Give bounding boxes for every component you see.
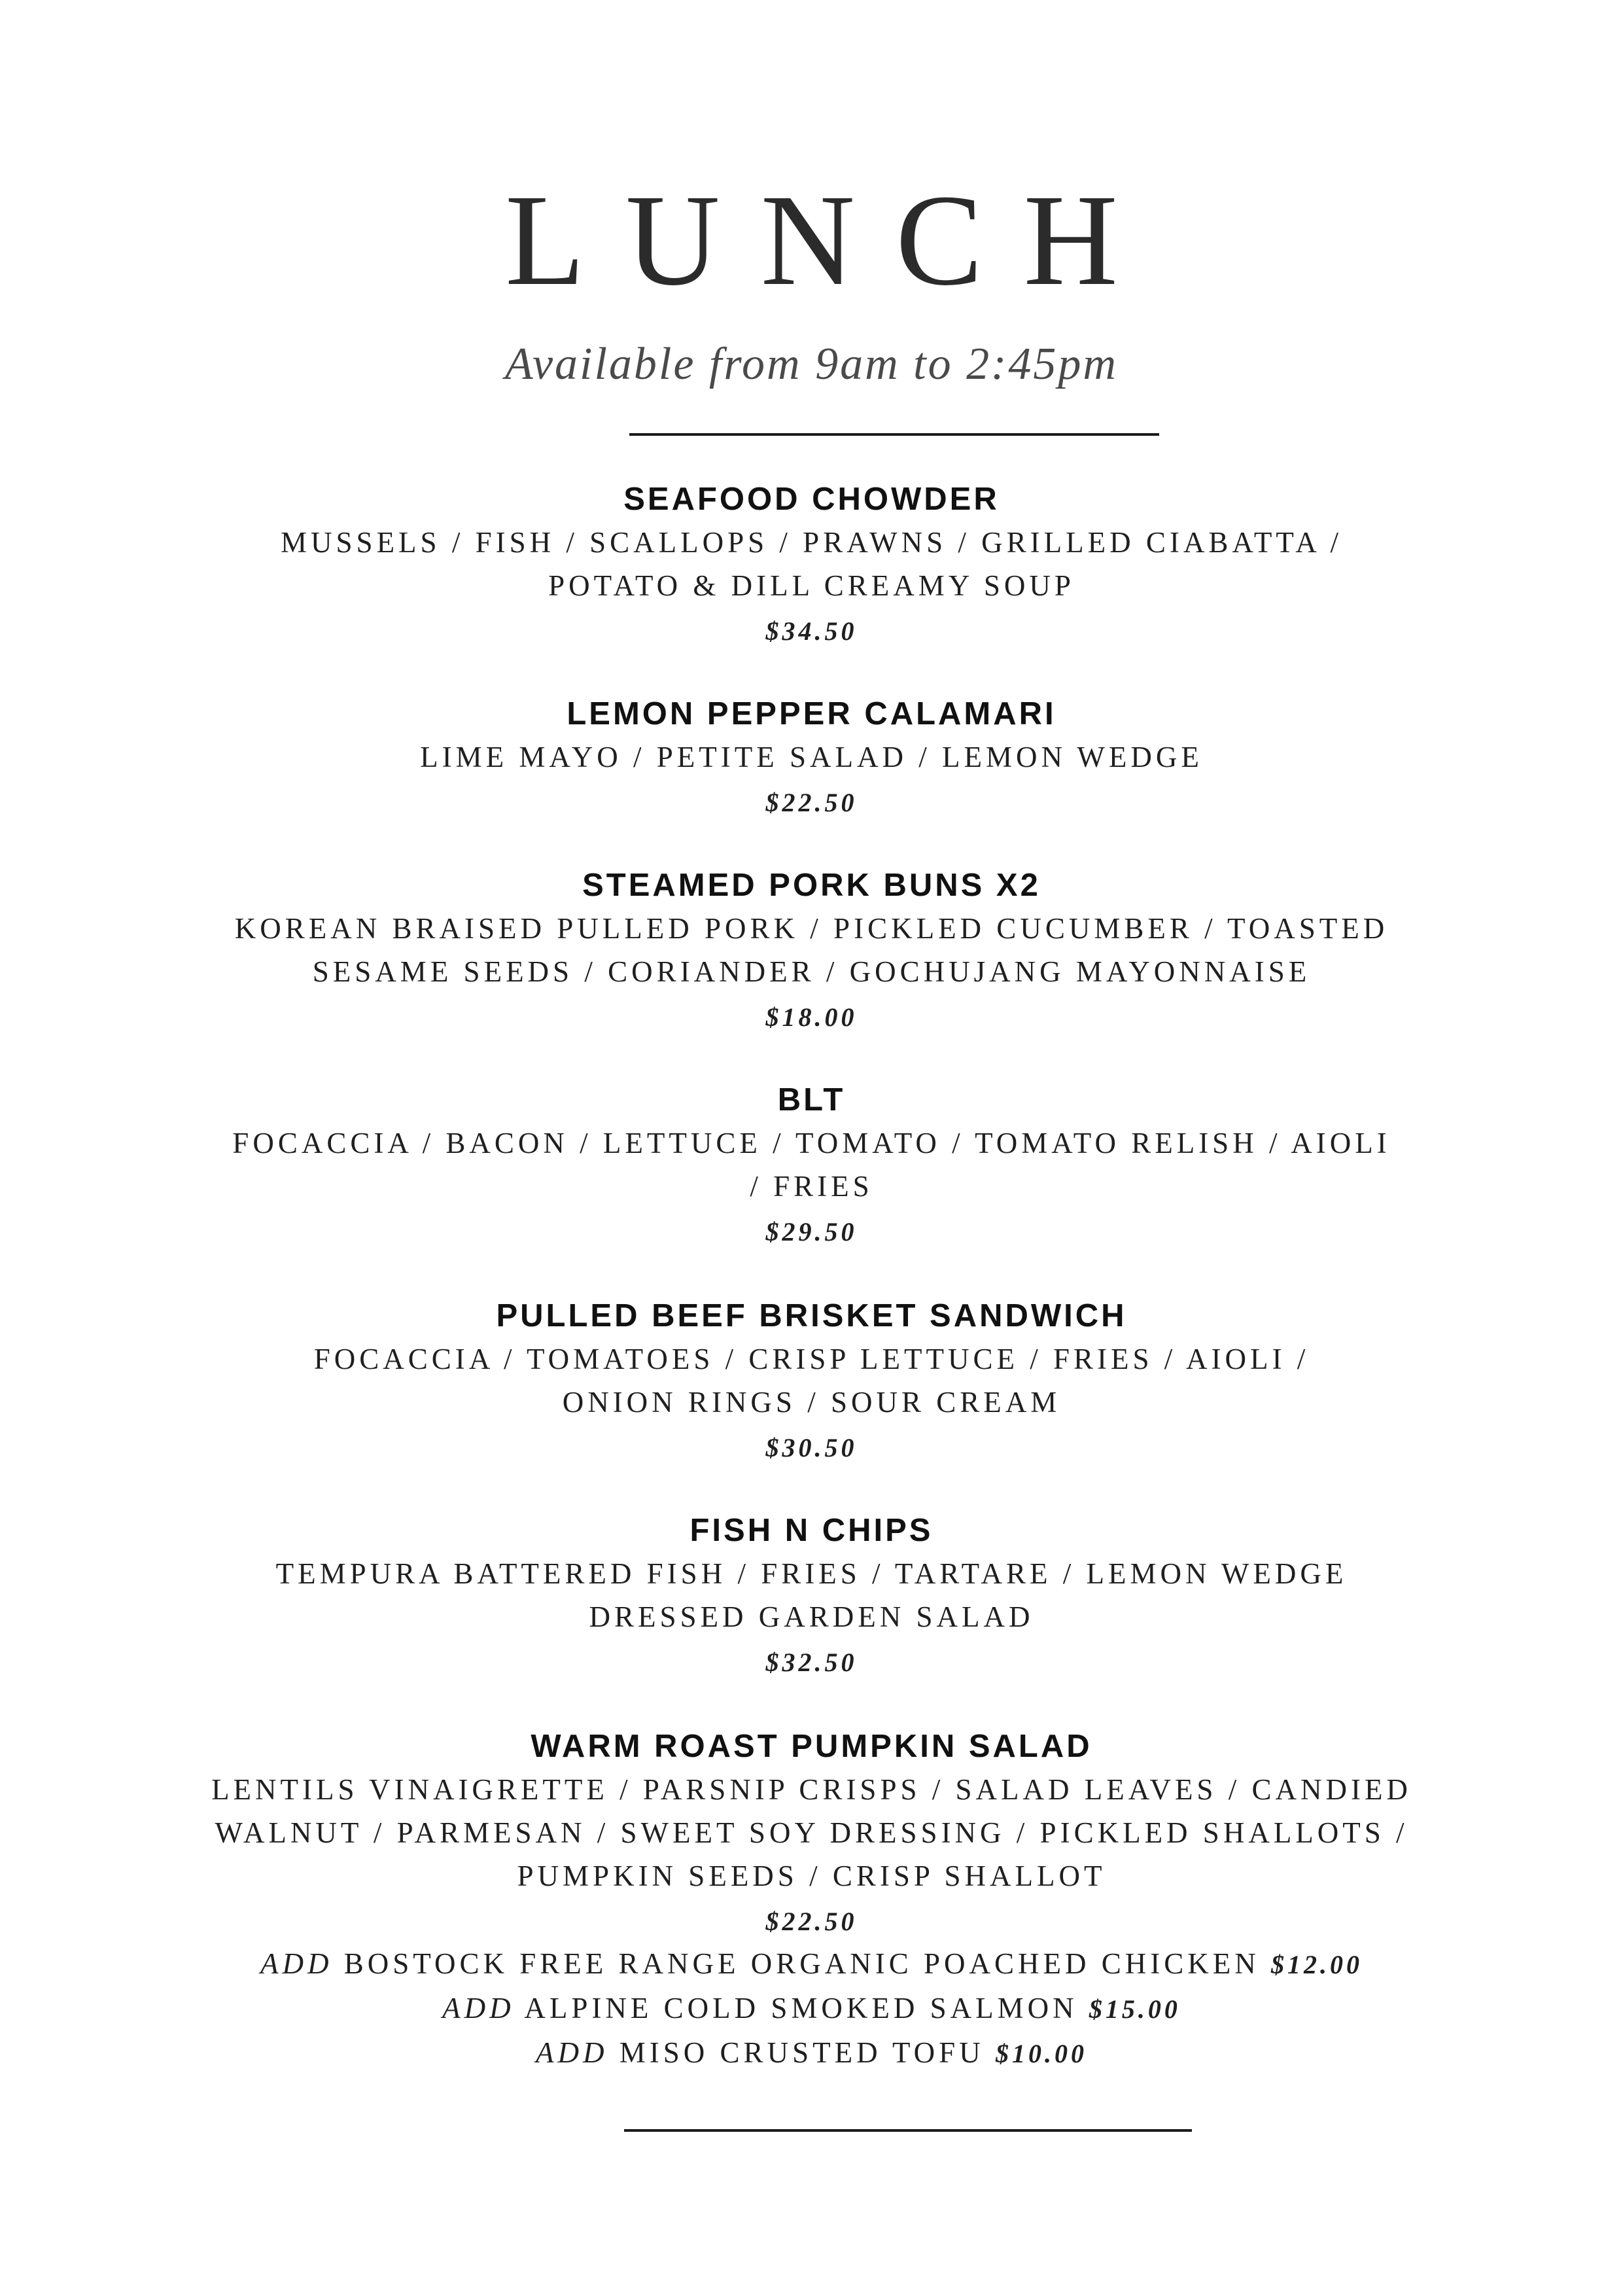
item-description-line: ONION RINGS / SOUR CREAM — [562, 1386, 1061, 1419]
item-price: $22.50 — [765, 1907, 858, 1936]
item-description-line: FOCACCIA / BACON / LETTUCE / TOMATO / TOMATO RELISH / AIOLI — [232, 1127, 1391, 1159]
item-description-line: LENTILS VINAIGRETTE / PARSNIP CRISPS / SALAD LEAVES / CANDIED — [211, 1773, 1412, 1806]
item-description-line: TEMPURA BATTERED FISH / FRIES / TARTARE / LEMON WEDGE — [275, 1557, 1348, 1590]
addon-text: BOSTOCK FREE RANGE ORGANIC POACHED CHICKEN — [343, 1947, 1260, 1980]
item-price: $30.50 — [765, 1433, 858, 1462]
menu-item-fish-n-chips — [0, 1509, 1623, 1683]
item-description-line: FOCACCIA / TOMATOES / CRISP LETTUCE / FRIES / AIOLI / — [313, 1343, 1310, 1375]
top-divider — [629, 433, 1159, 436]
item-description-line: WALNUT / PARMESAN / SWEET SOY DRESSING / PICKLED SHALLOTS / — [215, 1816, 1408, 1849]
item-name: BLT — [777, 1082, 846, 1118]
addon-line — [0, 2031, 1623, 2075]
item-price: $32.50 — [765, 1648, 858, 1677]
menu-item-lemon-pepper-calamari — [0, 692, 1623, 823]
addon-text: MISO CRUSTED TOFU — [619, 2036, 985, 2069]
addon-prefix: ADD — [260, 1947, 333, 1980]
addon-prefix: ADD — [536, 2036, 608, 2069]
item-description-line: / FRIES — [750, 1170, 873, 1203]
item-name: LEMON PEPPER CALAMARI — [567, 696, 1056, 732]
item-name: STEAMED PORK BUNS X2 — [582, 868, 1041, 903]
item-description-line: PUMPKIN SEEDS / CRISP SHALLOT — [517, 1860, 1106, 1892]
item-description-line: SESAME SEEDS / CORIANDER / GOCHUJANG MAYONNAISE — [312, 955, 1311, 988]
menu-item-seafood-chowder — [0, 478, 1623, 652]
menu-item-warm-roast-pumpkin-salad — [0, 1725, 1623, 2075]
item-name: PULLED BEEF BRISKET SANDWICH — [496, 1298, 1127, 1333]
addon-line — [0, 1987, 1623, 2031]
item-description-line: POTATO & DILL CREAMY SOUP — [548, 569, 1075, 602]
menu-item-pulled-beef-brisket-sandwich — [0, 1294, 1623, 1468]
item-description-line: LIME MAYO / PETITE SALAD / LEMON WEDGE — [420, 741, 1203, 773]
availability-subtitle: Available from 9am to 2:45pm — [505, 339, 1118, 389]
item-description-line: KOREAN BRAISED PULLED PORK / PICKLED CUCUMBER / TOASTED — [234, 912, 1389, 945]
item-name: SEAFOOD CHOWDER — [623, 482, 1000, 517]
addon-text: ALPINE COLD SMOKED SALMON — [524, 1992, 1078, 2024]
menu-item-steamed-pork-buns — [0, 864, 1623, 1038]
addon-price: $15.00 — [1089, 1994, 1181, 2024]
item-price: $18.00 — [765, 1002, 858, 1032]
addon-price: $12.00 — [1271, 1950, 1363, 1979]
page-title: LUNCH — [505, 168, 1159, 313]
item-price: $29.50 — [765, 1217, 858, 1246]
bottom-divider — [624, 2129, 1192, 2132]
item-description-line: MUSSELS / FISH / SCALLOPS / PRAWNS / GRILLED CIABATTA / — [281, 526, 1342, 559]
item-description-line: DRESSED GARDEN SALAD — [589, 1600, 1034, 1633]
item-price: $34.50 — [765, 616, 858, 646]
menu-item-blt — [0, 1078, 1623, 1252]
item-name: WARM ROAST PUMPKIN SALAD — [531, 1729, 1092, 1764]
item-price: $22.50 — [765, 788, 858, 817]
item-name: FISH N CHIPS — [689, 1513, 934, 1548]
addon-line — [0, 1942, 1623, 1987]
addon-price: $10.00 — [995, 2039, 1087, 2068]
addon-prefix: ADD — [442, 1992, 515, 2024]
